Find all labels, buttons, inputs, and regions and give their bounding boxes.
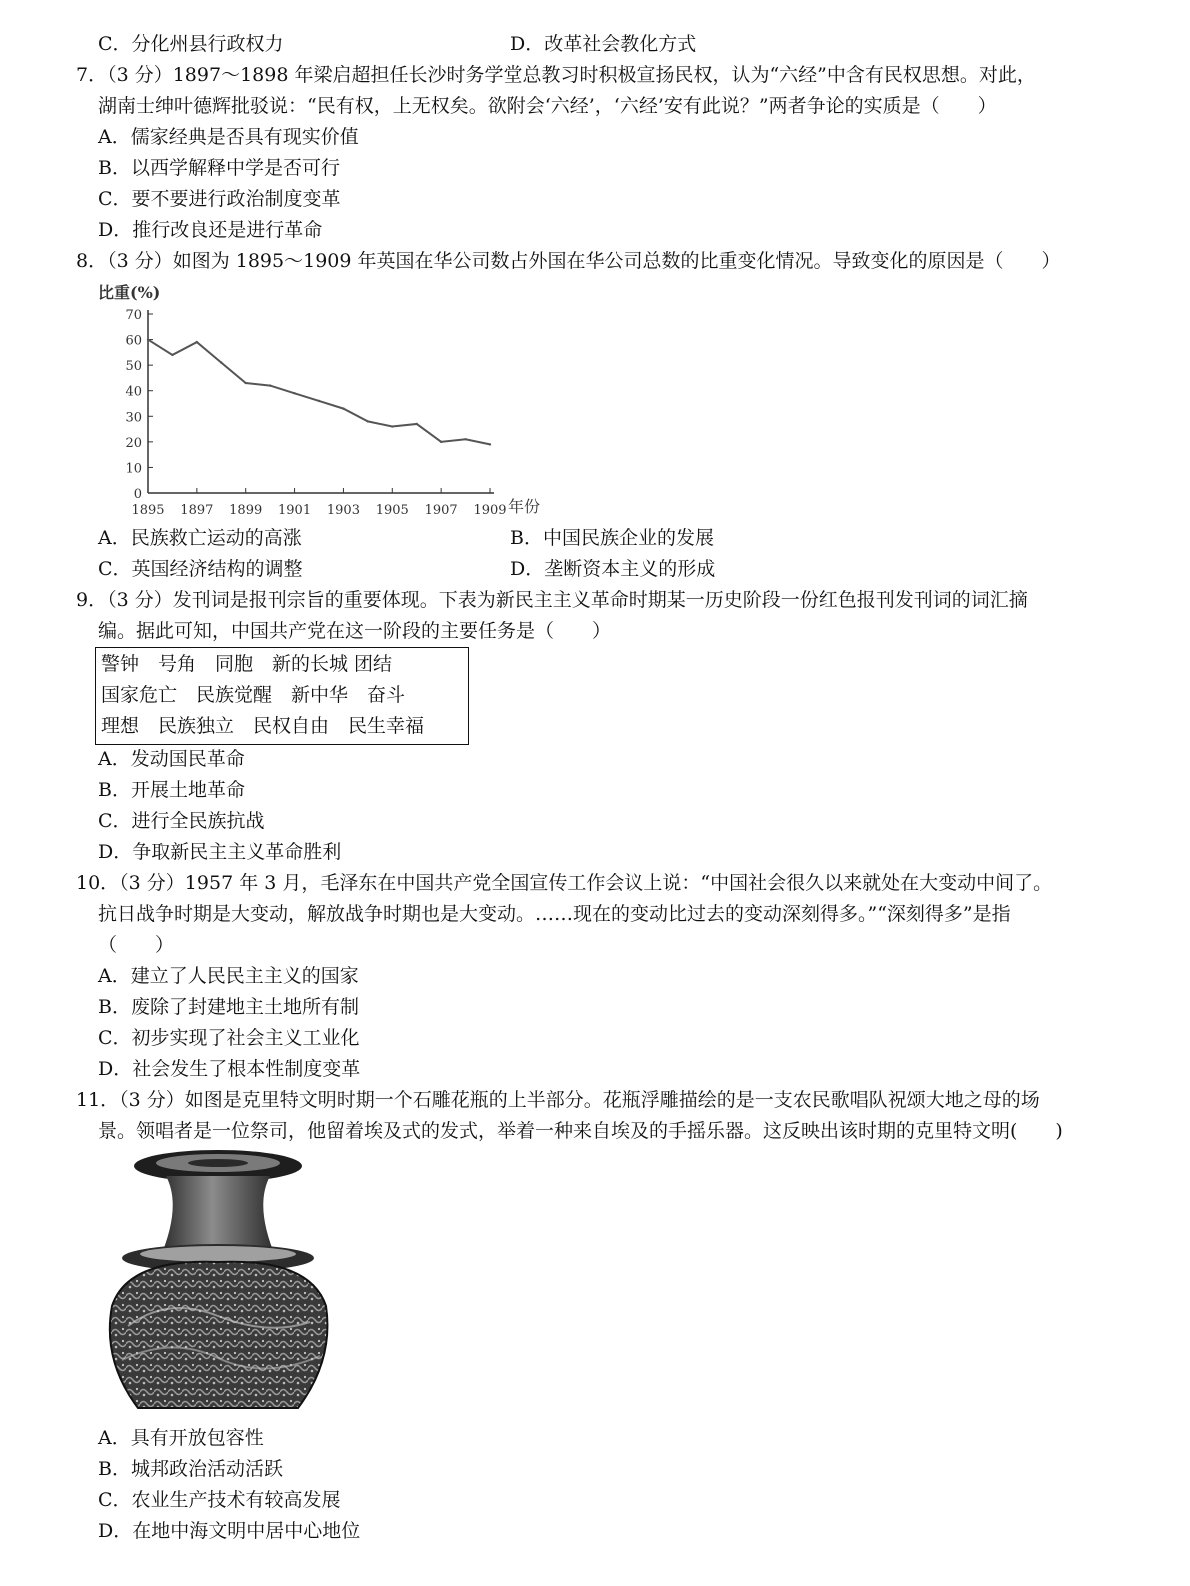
chart-y-ticks [125, 308, 153, 502]
chart-point [220, 361, 222, 363]
chart-y-tick-label: 60 [125, 333, 142, 349]
q10-option-d: D．社会发生了根本性制度变革 [98, 1058, 361, 1080]
chart-point [245, 382, 247, 384]
q9-table-row-1: 警钟 号角 同胞 新的长城 团结 [101, 653, 393, 675]
q7-option-b: B．以西学解释中学是否可行 [98, 157, 340, 179]
q8-option-b: B．中国民族企业的发展 [510, 527, 714, 549]
chart-point [367, 420, 369, 422]
q11-option-c: C．农业生产技术有较高发展 [98, 1489, 341, 1511]
chart-y-tick-label: 10 [125, 461, 142, 477]
q9-option-c: C．进行全民族抗战 [98, 810, 265, 832]
q9-table-row-3: 理想 民族独立 民权自由 民生幸福 [101, 715, 425, 737]
q7-option-c: C．要不要进行政治制度变革 [98, 188, 341, 210]
chart-y-axis-label: 比重(%) [98, 283, 161, 302]
q11-option-a: A．具有开放包容性 [98, 1427, 264, 1449]
chart-x-tick-label: 1903 [326, 503, 360, 518]
q11-option-b: B．城邦政治活动活跃 [98, 1458, 283, 1480]
q7-stem-line2: 湖南士绅叶德辉批驳说：“民有权，上无权矣。欲附会‘六经’，‘六经’安有此说？”两者争论的实质是（ ） [98, 95, 997, 117]
chart-point [464, 438, 466, 440]
chart-x-tick-label: 1895 [131, 503, 165, 518]
q10-option-b: B．废除了封建地主土地所有制 [98, 996, 359, 1018]
chart-point [269, 384, 271, 386]
q10-stem-line2: 抗日战争时期是大变动，解放战争时期也是大变动。……现在的变动比过去的变动深刻得多。”“深刻得多”是指 [98, 903, 1011, 925]
chart-point [293, 392, 295, 394]
chart-x-tick-label: 1907 [424, 503, 458, 518]
chart-point [147, 338, 149, 340]
chart-points [147, 338, 491, 445]
chart-point [171, 354, 173, 356]
chart-x-tick-label: 1901 [278, 503, 312, 518]
chart-y-tick-label: 30 [125, 410, 142, 426]
chart-y-tick-label: 0 [133, 487, 142, 502]
chart-point [440, 441, 442, 443]
q8-line-chart [96, 280, 566, 520]
q11-stem-line1: 11．（3 分）如图是克里特文明时期一个石雕花瓶的上半部分。花瓶浮雕描绘的是一支农民歌唱队祝颂大地之母的场 [76, 1089, 1040, 1111]
chart-y-tick-label: 40 [125, 384, 142, 400]
chart-x-tick-label: 1897 [180, 503, 214, 518]
chart-x-axis-label: 年份 [508, 497, 541, 516]
chart-x-tick-label: 1909 [473, 503, 507, 518]
q8-option-c: C．英国经济结构的调整 [98, 558, 303, 580]
chart-y-tick-label: 70 [125, 308, 142, 323]
q11-option-d: D．在地中海文明中居中心地位 [98, 1520, 361, 1542]
q11-stem-line2: 景。领唱者是一位祭司，他留着埃及式的发式，举着一种来自埃及的手摇乐器。这反映出该时期的克里特文明( ) [98, 1120, 1063, 1142]
q7-stem-line1: 7．（3 分）1897～1898 年梁启超担任长沙时务学堂总教习时积极宣扬民权，认为“六经”中含有民权思想。对此， [76, 64, 1036, 86]
q10-stem-line3: （ ） [98, 934, 175, 956]
chart-x-tick-label: 1905 [375, 503, 409, 518]
q8-option-a: A．民族救亡运动的高涨 [98, 527, 302, 549]
q9-table-row-2: 国家危亡 民族觉醒 新中华 奋斗 [101, 684, 406, 706]
chart-y-tick-label: 20 [125, 435, 142, 451]
q8-option-d: D．垄断资本主义的形成 [510, 558, 716, 580]
chart-point [196, 341, 198, 343]
chart-series-line [148, 340, 490, 445]
chart-point [391, 425, 393, 427]
cretan-stone-vase-image [98, 1146, 383, 1421]
q7-option-d: D．推行改良还是进行革命 [98, 219, 323, 241]
q9-option-b: B．开展土地革命 [98, 779, 245, 801]
chart-point [416, 423, 418, 425]
q9-stem-line2: 编。据此可知，中国共产党在这一阶段的主要任务是（ ） [98, 620, 612, 642]
q9-stem-line1: 9．（3 分）发刊词是报刊宗旨的重要体现。下表为新民主主义革命时期某一历史阶段一份红色报刊发刊词的词汇摘 [76, 589, 1028, 611]
chart-point [342, 407, 344, 409]
q7-option-a: A．儒家经典是否具有现实价值 [98, 126, 359, 148]
q9-option-d: D．争取新民主主义革命胜利 [98, 841, 342, 863]
chart-x-tick-label: 1899 [229, 503, 263, 518]
q9-vocabulary-table [95, 647, 469, 745]
q10-stem-line1: 10．（3 分）1957 年 3 月，毛泽东在中国共产党全国宣传工作会议上说：“中国社会很久以来就处在大变动中间了。 [76, 872, 1053, 894]
chart-y-tick-label: 50 [125, 359, 142, 375]
q6-option-d: D．改革社会教化方式 [510, 33, 697, 55]
q6-option-c: C．分化州县行政权力 [98, 33, 284, 55]
chart-point [489, 443, 491, 445]
q8-stem-line1: 8．（3 分）如图为 1895～1909 年英国在华公司数占外国在华公司总数的比重变化情况。导致变化的原因是（ ） [76, 250, 1061, 272]
q10-option-c: C．初步实现了社会主义工业化 [98, 1027, 360, 1049]
q10-option-a: A．建立了人民民主主义的国家 [98, 965, 359, 987]
q9-option-a: A．发动国民革命 [98, 748, 245, 770]
chart-point [318, 400, 320, 402]
